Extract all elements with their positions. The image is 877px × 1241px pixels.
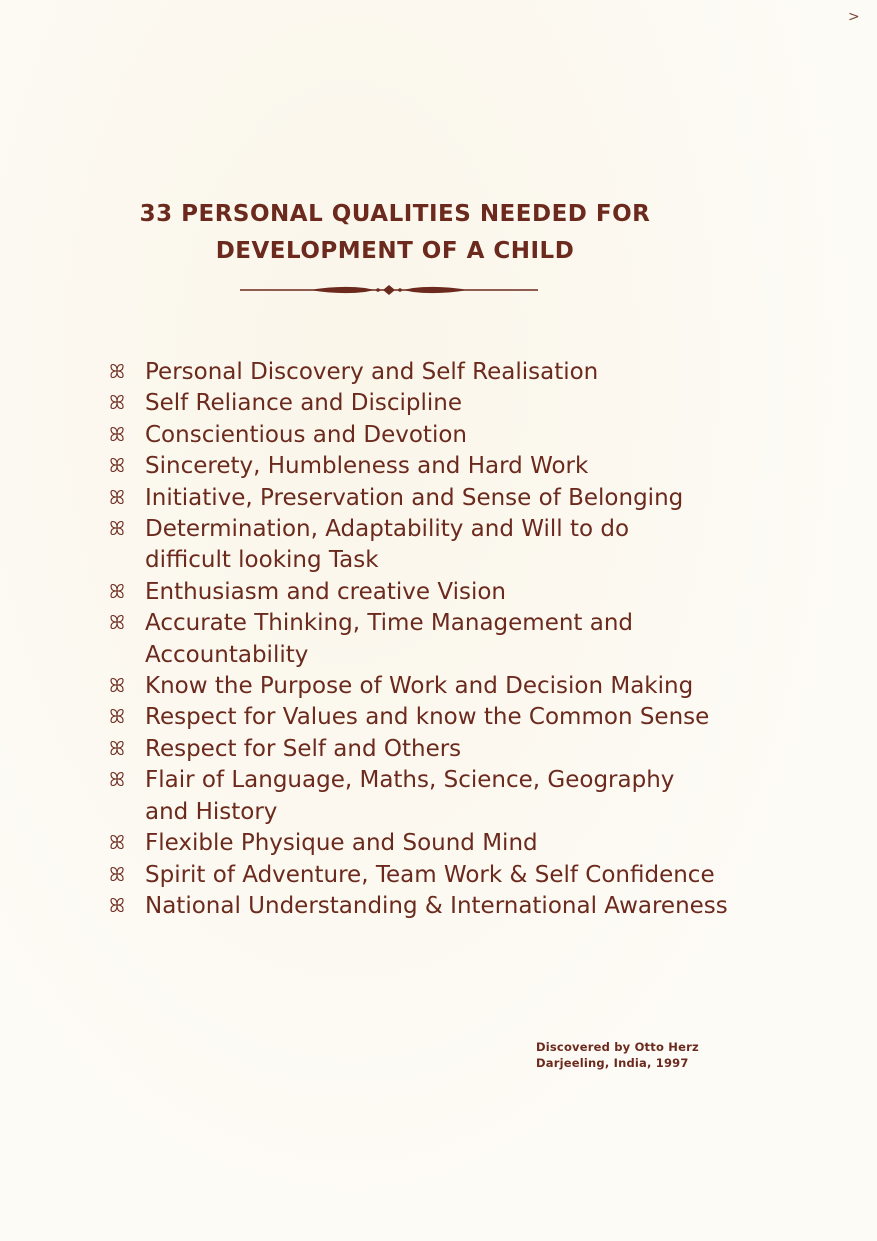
quality-list-item	[104, 420, 804, 451]
leaf-icon: ꕤ	[109, 361, 125, 383]
leaf-icon: ꕤ	[109, 486, 125, 509]
leaf-icon: ꕤ	[109, 769, 125, 792]
quality-list-item	[104, 388, 804, 419]
title-line-2: DEVELOPMENT OF A CHILD	[215, 238, 575, 264]
credit-author: Discovered by Otto Herz	[536, 1040, 699, 1054]
quality-text: Know the Purpose of Work and Decision Making	[145, 673, 694, 700]
quality-text: Sincerety, Humbleness and Hard Work	[145, 453, 589, 480]
corner-pencil-mark: >	[848, 9, 860, 25]
leaf-icon: ꕤ	[109, 675, 125, 698]
quality-text: Flair of Language, Maths, Science, Geography	[145, 767, 675, 794]
quality-list-item	[104, 734, 804, 765]
quality-text-continued: difficult looking Task	[145, 547, 379, 574]
quality-text: Respect for Values and know the Common Sense	[145, 704, 710, 731]
quality-list-item	[104, 765, 804, 828]
quality-text: Flexible Physique and Sound Mind	[145, 830, 538, 857]
quality-text: Respect for Self and Others	[145, 735, 462, 762]
quality-text: Initiative, Preservation and Sense of Belonging	[145, 484, 684, 511]
quality-text: Personal Discovery and Self Realisation	[145, 359, 599, 385]
leaf-icon: ꕤ	[109, 706, 125, 729]
title-line-1: 33 PERSONAL QUALITIES NEEDED FOR	[139, 201, 651, 227]
leaf-icon: ꕤ	[109, 392, 125, 415]
quality-list-item	[104, 891, 804, 922]
leaf-icon: ꕤ	[109, 518, 125, 541]
quality-list-item	[104, 514, 804, 577]
leaf-icon: ꕤ	[109, 863, 125, 886]
quality-list-item	[104, 828, 804, 859]
quality-text-continued: Accountability	[145, 641, 309, 668]
quality-text: National Understanding & International Awareness	[145, 892, 728, 919]
quality-text: Spirit of Adventure, Team Work & Self Confidence	[145, 861, 715, 888]
quality-text-continued: and History	[145, 798, 278, 825]
credit-place-year: Darjeeling, India, 1997	[536, 1056, 689, 1070]
quality-list-item	[104, 357, 804, 388]
quality-list-item	[104, 702, 804, 733]
leaf-icon: ꕤ	[109, 612, 125, 635]
quality-text: Self Reliance and Discipline	[145, 390, 463, 417]
quality-text: Determination, Adaptability and Will to do	[145, 516, 630, 543]
leaf-icon: ꕤ	[109, 455, 125, 478]
quality-list-item	[104, 608, 804, 671]
page-title	[0, 196, 790, 270]
quality-list-item	[104, 483, 804, 514]
quality-list-item	[104, 577, 804, 608]
quality-list-item	[104, 451, 804, 482]
qualities-list	[104, 357, 804, 922]
quality-list-item	[104, 860, 804, 891]
leaf-icon: ꕤ	[109, 737, 125, 760]
ornament-divider-icon	[240, 280, 538, 300]
leaf-icon: ꕤ	[109, 423, 125, 446]
quality-text: Conscientious and Devotion	[145, 421, 467, 448]
leaf-icon: ꕤ	[109, 894, 125, 917]
leaf-icon: ꕤ	[109, 580, 125, 603]
credit-block	[536, 1039, 699, 1071]
quality-text: Accurate Thinking, Time Management and	[145, 610, 634, 637]
quality-text: Enthusiasm and creative Vision	[145, 578, 506, 605]
leaf-icon: ꕤ	[109, 832, 125, 855]
quality-list-item	[104, 671, 804, 702]
